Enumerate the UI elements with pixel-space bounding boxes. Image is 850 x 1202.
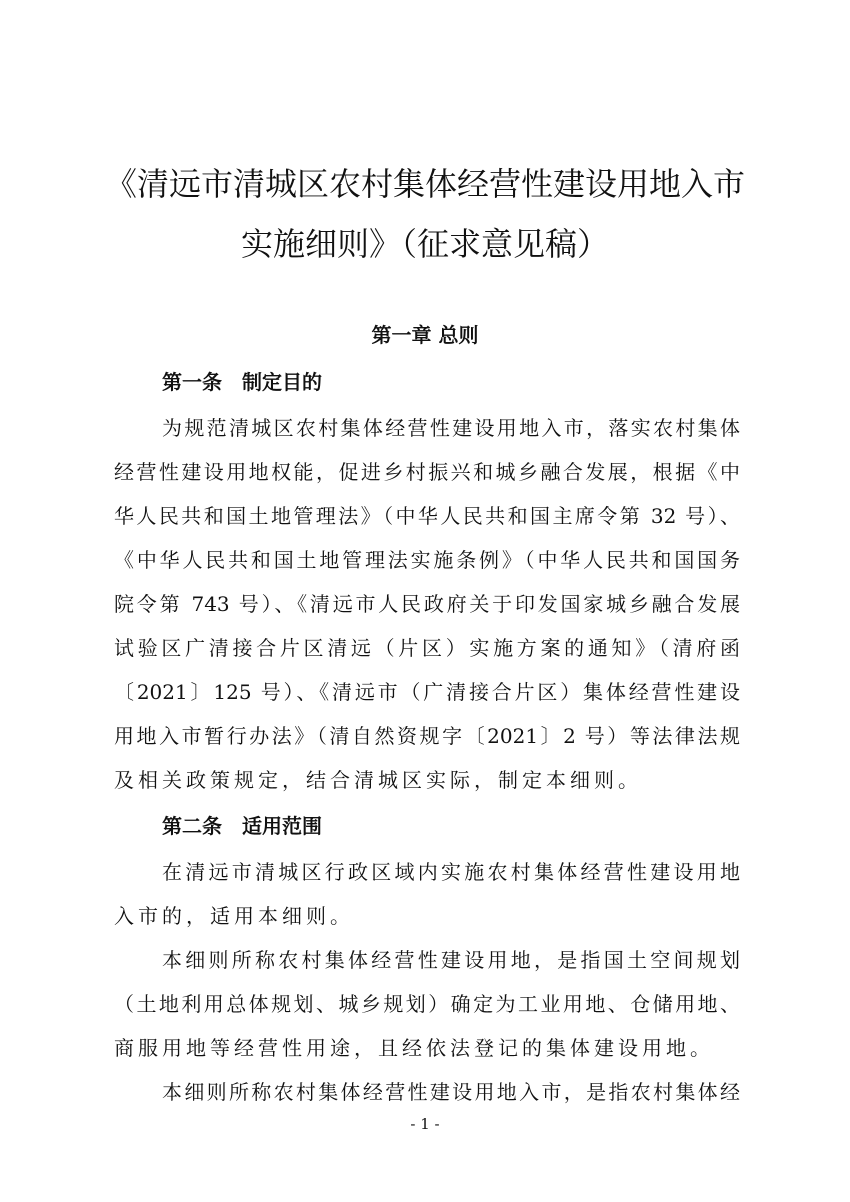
chapter-title: 第一章 总则 [371, 323, 479, 347]
article-2-line: 在清远市清城区行政区域内实施农村集体经营性建设用地 [162, 860, 740, 884]
page-number: - 1 - [410, 1115, 440, 1133]
article-1-line: 及相关政策规定，结合清城区实际，制定本细则。 [114, 768, 642, 792]
article-2-line: 本细则所称农村集体经营性建设用地，是指国土空间规划 [162, 948, 740, 972]
article-1-line: 〔2021〕125 号）、《清远市（广清接合片区）集体经营性建设 [114, 680, 740, 704]
article-1-line: 《中华人民共和国土地管理法实施条例》（中华人民共和国国务 [114, 548, 740, 572]
article-2-line: （土地利用总体规划、城乡规划）确定为工业用地、仓储用地、 [114, 992, 740, 1016]
article-1-line: 用地入市暂行办法》（清自然资规字〔2021〕2 号）等法律法规 [114, 724, 740, 748]
article-1-line: 华人民共和国土地管理法》（中华人民共和国主席令第 32 号）、 [114, 504, 740, 528]
article-1-line: 院令第 743 号）、《清远市人民政府关于印发国家城乡融合发展 [114, 592, 740, 616]
article-2-line: 本细则所称农村集体经营性建设用地入市，是指农村集体经 [162, 1080, 740, 1104]
article-1-line: 为规范清城区农村集体经营性建设用地入市，落实农村集体 [162, 416, 740, 440]
article-1-line: 经营性建设用地权能，促进乡村振兴和城乡融合发展，根据《中 [114, 460, 740, 484]
article-2-heading: 第二条 适用范围 [162, 814, 322, 838]
document-title-line-1: 《清远市清城区农村集体经营性建设用地入市 [104, 165, 745, 203]
article-1-line: 试验区广清接合片区清远（片区）实施方案的通知》（清府函 [114, 636, 740, 660]
article-2-line: 商服用地等经营性用途，且经依法登记的集体建设用地。 [114, 1036, 714, 1060]
article-2-line: 入市的，适用本细则。 [114, 904, 354, 928]
document-title-line-2: 实施细则》（征求意见稿） [240, 225, 609, 263]
article-1-heading: 第一条 制定目的 [162, 370, 322, 394]
